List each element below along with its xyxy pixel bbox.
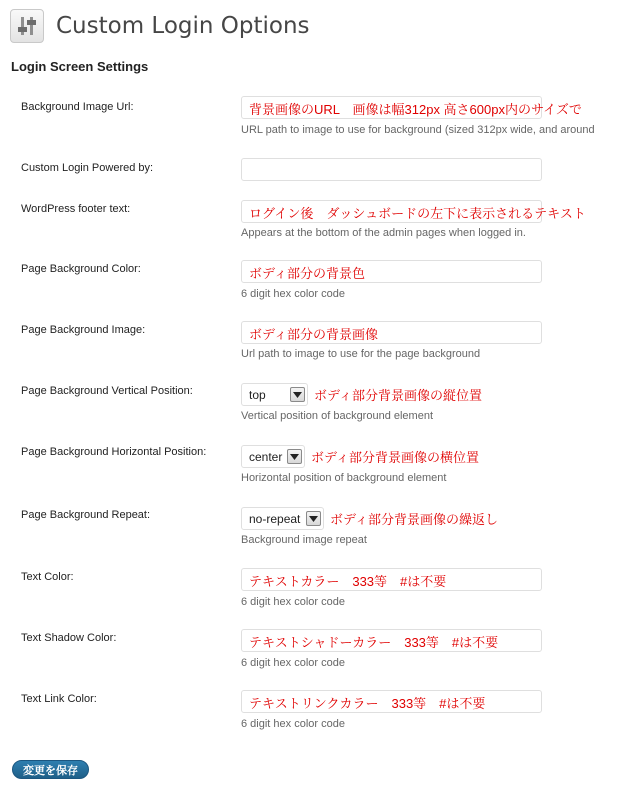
- field-label: Page Background Horizontal Position:: [21, 446, 207, 458]
- page-header: [10, 8, 310, 44]
- field-label: Text Color:: [21, 571, 74, 583]
- settings-sliders-icon: [10, 9, 44, 43]
- field-description: Url path to image to use for the page background: [241, 348, 481, 360]
- page-bg-color-input[interactable]: ボディ部分の背景色: [241, 260, 542, 283]
- field-description: 6 digit hex color code: [241, 596, 345, 608]
- field-label: Text Link Color:: [21, 693, 97, 705]
- page-title: Custom Login Options: [56, 13, 310, 39]
- field-description: 6 digit hex color code: [241, 718, 345, 730]
- field-label: Page Background Image:: [21, 324, 146, 336]
- text-color-input[interactable]: テキストカラー 333等 #は不要: [241, 568, 542, 591]
- field-description: 6 digit hex color code: [241, 288, 345, 300]
- field-description: Background image repeat: [241, 534, 367, 546]
- field-label: WordPress footer text:: [21, 203, 131, 215]
- background-image-url-input[interactable]: 背景画像のURL 画像は幅312px 高さ600px内のサイズで: [241, 96, 542, 119]
- field-description: Horizontal position of background element: [241, 472, 447, 484]
- field-note: ボディ部分背景画像の繰返し: [330, 512, 498, 527]
- footer-text-input[interactable]: ログイン後 ダッシュボードの左下に表示されるテキスト: [241, 200, 542, 223]
- chevron-down-icon[interactable]: [306, 511, 321, 526]
- field-description: URL path to image to use for background (sized 312px wide, and around: [241, 124, 595, 136]
- field-note: ボディ部分背景画像の縦位置: [314, 388, 482, 403]
- page-bg-image-input[interactable]: ボディ部分の背景画像: [241, 321, 542, 344]
- field-description: Vertical position of background element: [241, 410, 434, 422]
- field-description: Appears at the bottom of the admin pages when logged in.: [241, 227, 526, 239]
- bg-horizontal-position-select[interactable]: [241, 445, 305, 468]
- section-title: Login Screen Settings: [11, 59, 149, 74]
- field-label: Custom Login Powered by:: [21, 162, 154, 174]
- field-label: Page Background Color:: [21, 263, 141, 275]
- chevron-down-icon[interactable]: [290, 387, 305, 402]
- field-label: Page Background Vertical Position:: [21, 385, 193, 397]
- text-shadow-color-input[interactable]: テキストシャドーカラー 333等 #は不要: [241, 629, 542, 652]
- bg-vertical-position-select[interactable]: [241, 383, 308, 406]
- bg-repeat-control: [241, 507, 498, 530]
- powered-by-input[interactable]: [241, 158, 542, 181]
- save-changes-button[interactable]: 変更を保存: [12, 760, 89, 779]
- field-description: 6 digit hex color code: [241, 657, 345, 669]
- chevron-down-icon[interactable]: [287, 449, 302, 464]
- field-label: Page Background Repeat:: [21, 509, 151, 521]
- select-value: top: [249, 387, 266, 402]
- field-label: Text Shadow Color:: [21, 632, 117, 644]
- text-link-color-input[interactable]: テキストリンクカラー 333等 #は不要: [241, 690, 542, 713]
- bg-repeat-select[interactable]: [241, 507, 324, 530]
- select-value: no-repeat: [249, 511, 301, 526]
- bg-vertical-position-control: [241, 383, 482, 406]
- bg-horizontal-position-control: [241, 445, 479, 468]
- field-note: ボディ部分背景画像の横位置: [311, 450, 479, 465]
- select-value: center: [249, 449, 283, 464]
- field-label: Background Image Url:: [21, 101, 134, 113]
